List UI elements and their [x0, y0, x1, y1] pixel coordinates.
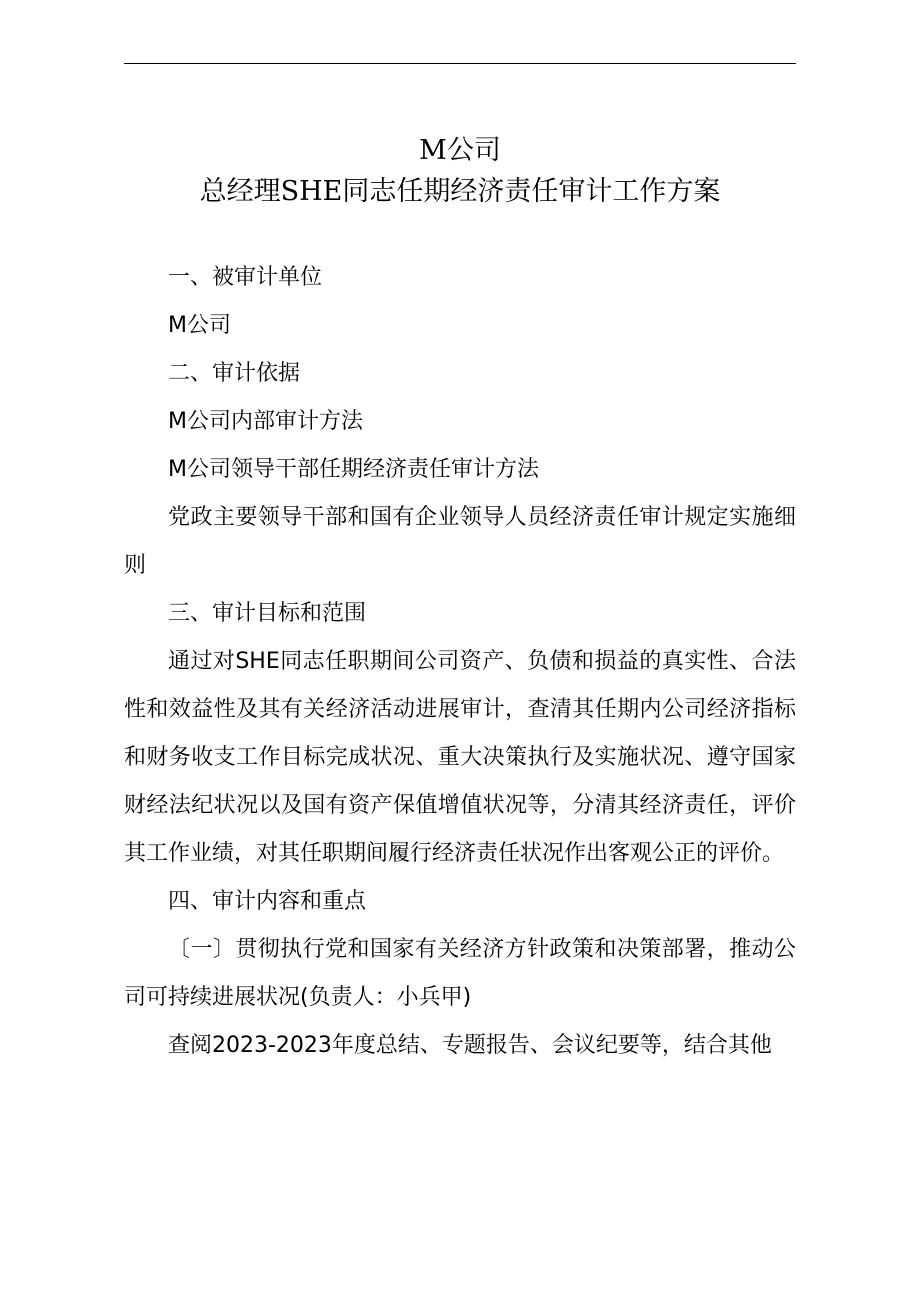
paragraph-review: 查阅2023-2023年度总结、专题报告、会议纪要等，结合其他	[168, 1033, 772, 1058]
section-heading-objectives-scope: 三、审计目标和范围	[168, 601, 367, 626]
paragraph-basis-1: M公司内部审计方法	[168, 409, 363, 434]
document-body	[124, 254, 796, 1070]
paragraph-basis-2: M公司领导干部任期经济责任审计方法	[168, 457, 539, 482]
section-heading-content-focus: 四、审计内容和重点	[168, 889, 367, 914]
paragraph-basis-3: 党政主要领导干部和国有企业领导人员经济责任审计规定实施细则	[124, 505, 796, 578]
section-heading-audit-basis: 二、审计依据	[168, 361, 301, 386]
section-heading-audited-unit: 一、被审计单位	[168, 265, 323, 290]
document-title-line-2: 总经理SHE同志任期经济责任审计工作方案	[199, 176, 721, 207]
document-title-line-1: M公司	[419, 135, 501, 166]
header-rule	[124, 63, 796, 64]
paragraph-audited-unit: M公司	[168, 313, 231, 338]
paragraph-objectives: 通过对SHE同志任职期间公司资产、负债和损益的真实性、合法性和效益性及其有关经济活动进展审计，查清其任期内公司经济指标和财务收支工作目标完成状况、重大决策执行及实施状况、遵守国家财经法纪状况以及国有资产保值增值状况等，分清其经济责任，评价其工作业绩，对其任职期间履行经济责任状况作出客观公正的评价。	[124, 649, 796, 866]
subsection-heading-1: 〔一〕贯彻执行党和国家有关经济方针政策和决策部署，推动公司可持续进展状况(负责人：小兵甲)	[124, 937, 796, 1010]
